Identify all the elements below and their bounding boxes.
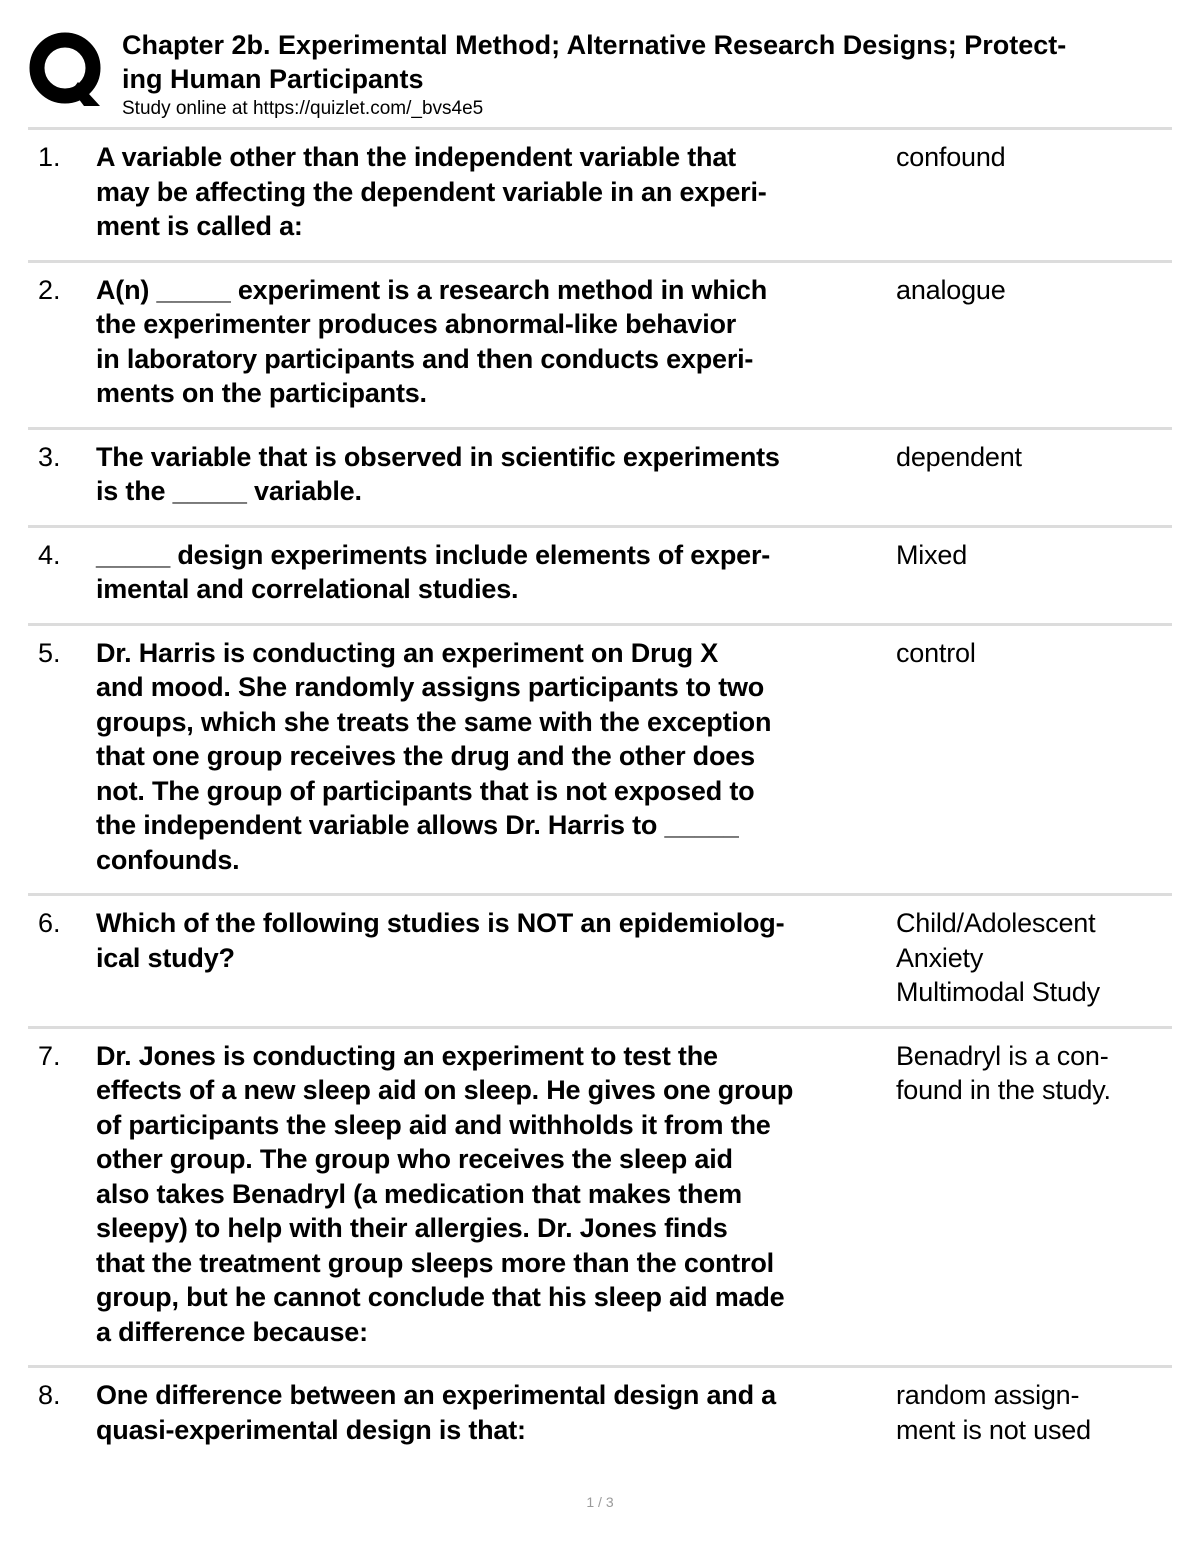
card-number: 3.	[38, 441, 61, 472]
definition-line: dependent	[896, 441, 1022, 472]
flashcard-row	[28, 896, 1172, 1029]
definition-line: control	[896, 637, 976, 668]
term-line: not. The group of participants that is not exposed to	[96, 775, 755, 806]
card-definition	[896, 906, 1172, 1010]
term-line: that one group receives the drug and the other does	[96, 741, 755, 771]
definition-line: Child/Adolescent	[896, 908, 1096, 938]
term-line: ical study?	[96, 942, 235, 973]
term-line: imental and correlational studies.	[96, 574, 519, 604]
quizlet-q-logo-icon	[28, 32, 104, 108]
term-line: The variable that is observed in scientific experiments	[96, 441, 780, 472]
term-line: groups, which she treats the same with the exception	[96, 706, 772, 737]
card-number: 8.	[38, 1380, 61, 1410]
card-number: 5.	[38, 637, 61, 668]
term-line: a difference because:	[96, 1316, 368, 1347]
card-definition	[896, 1039, 1172, 1108]
term-line: Which of the following studies is NOT an epidemiolog-	[96, 908, 785, 938]
card-definition	[896, 538, 1172, 573]
card-number: 7.	[38, 1040, 61, 1071]
term-line: group, but he cannot conclude that his sleep aid made	[96, 1282, 785, 1312]
card-term	[96, 140, 896, 244]
study-online-link[interactable]: Study online at https://quizlet.com/_bvs4e5	[122, 98, 484, 119]
definition-line: Anxiety	[896, 942, 984, 973]
definition-line: Benadryl is a con-	[896, 1040, 1109, 1071]
card-definition	[896, 140, 1172, 175]
card-number: 1.	[38, 142, 61, 172]
title-line-2: ing Human Participants	[122, 64, 424, 94]
definition-line: Multimodal Study	[896, 977, 1100, 1007]
term-line: _____ design experiments include elements of exper-	[96, 539, 771, 570]
card-number: 2.	[38, 274, 61, 305]
term-line: ment is called a:	[96, 211, 303, 241]
card-term	[96, 273, 896, 411]
definition-line: found in the study.	[896, 1075, 1111, 1105]
page-header	[28, 28, 1200, 128]
term-line: the independent variable allows Dr. Harris to _____	[96, 810, 739, 840]
flashcard-row	[28, 430, 1172, 528]
flashcard-row	[28, 130, 1172, 263]
term-line: confounds.	[96, 844, 240, 875]
flashcard-row	[28, 528, 1172, 626]
term-line: the experimenter produces abnormal-like behavior	[96, 309, 737, 339]
term-line: and mood. She randomly assigns participants to two	[96, 672, 765, 702]
title-block	[122, 28, 1200, 120]
card-term	[96, 1378, 896, 1447]
definition-line: ment is not used	[896, 1414, 1091, 1445]
flashcard-list	[28, 130, 1172, 1463]
card-term	[96, 440, 896, 509]
definition-line: Mixed	[896, 539, 968, 570]
card-term	[96, 636, 896, 878]
term-line: sleepy) to help with their allergies. Dr. Jones finds	[96, 1213, 728, 1243]
term-line: effects of a new sleep aid on sleep. He gives one group	[96, 1075, 794, 1105]
term-line: may be affecting the dependent variable in an experi-	[96, 176, 767, 207]
term-line: Dr. Jones is conducting an experiment to test the	[96, 1040, 718, 1071]
page-indicator: 1 / 3	[586, 1494, 614, 1510]
term-line: Dr. Harris is conducting an experiment on Drug X	[96, 637, 719, 668]
term-line: in laboratory participants and then conducts experi-	[96, 343, 754, 374]
card-definition	[896, 273, 1172, 308]
definition-line: random assign-	[896, 1380, 1080, 1410]
card-term	[96, 906, 896, 975]
term-line: other group. The group who receives the sleep aid	[96, 1144, 733, 1174]
card-definition	[896, 440, 1172, 475]
flashcard-row	[28, 626, 1172, 897]
term-line: ments on the participants.	[96, 378, 427, 408]
term-line: A variable other than the independent variable that	[96, 142, 736, 172]
card-term	[96, 1039, 896, 1350]
flashcard-row	[28, 1029, 1172, 1369]
term-line: that the treatment group sleeps more than the control	[96, 1247, 774, 1278]
definition-line: confound	[896, 142, 1006, 172]
card-number: 4.	[38, 539, 61, 570]
term-line: of participants the sleep aid and withholds it from the	[96, 1109, 771, 1140]
term-line: A(n) _____ experiment is a research method in which	[96, 274, 768, 305]
term-line: One difference between an experimental design and a	[96, 1380, 777, 1410]
definition-line: analogue	[896, 274, 1006, 305]
title-line-1: Chapter 2b. Experimental Method; Alternative Research Designs; Protect-	[122, 30, 1067, 60]
term-line: is the _____ variable.	[96, 476, 362, 506]
term-line: quasi-experimental design is that:	[96, 1414, 526, 1445]
flashcard-row	[28, 263, 1172, 430]
card-number: 6.	[38, 908, 61, 938]
card-definition	[896, 636, 1172, 671]
card-definition	[896, 1378, 1172, 1447]
card-term	[96, 538, 896, 607]
flashcard-row	[28, 1368, 1172, 1463]
term-line: also takes Benadryl (a medication that makes them	[96, 1178, 742, 1209]
page-title	[122, 28, 1200, 96]
